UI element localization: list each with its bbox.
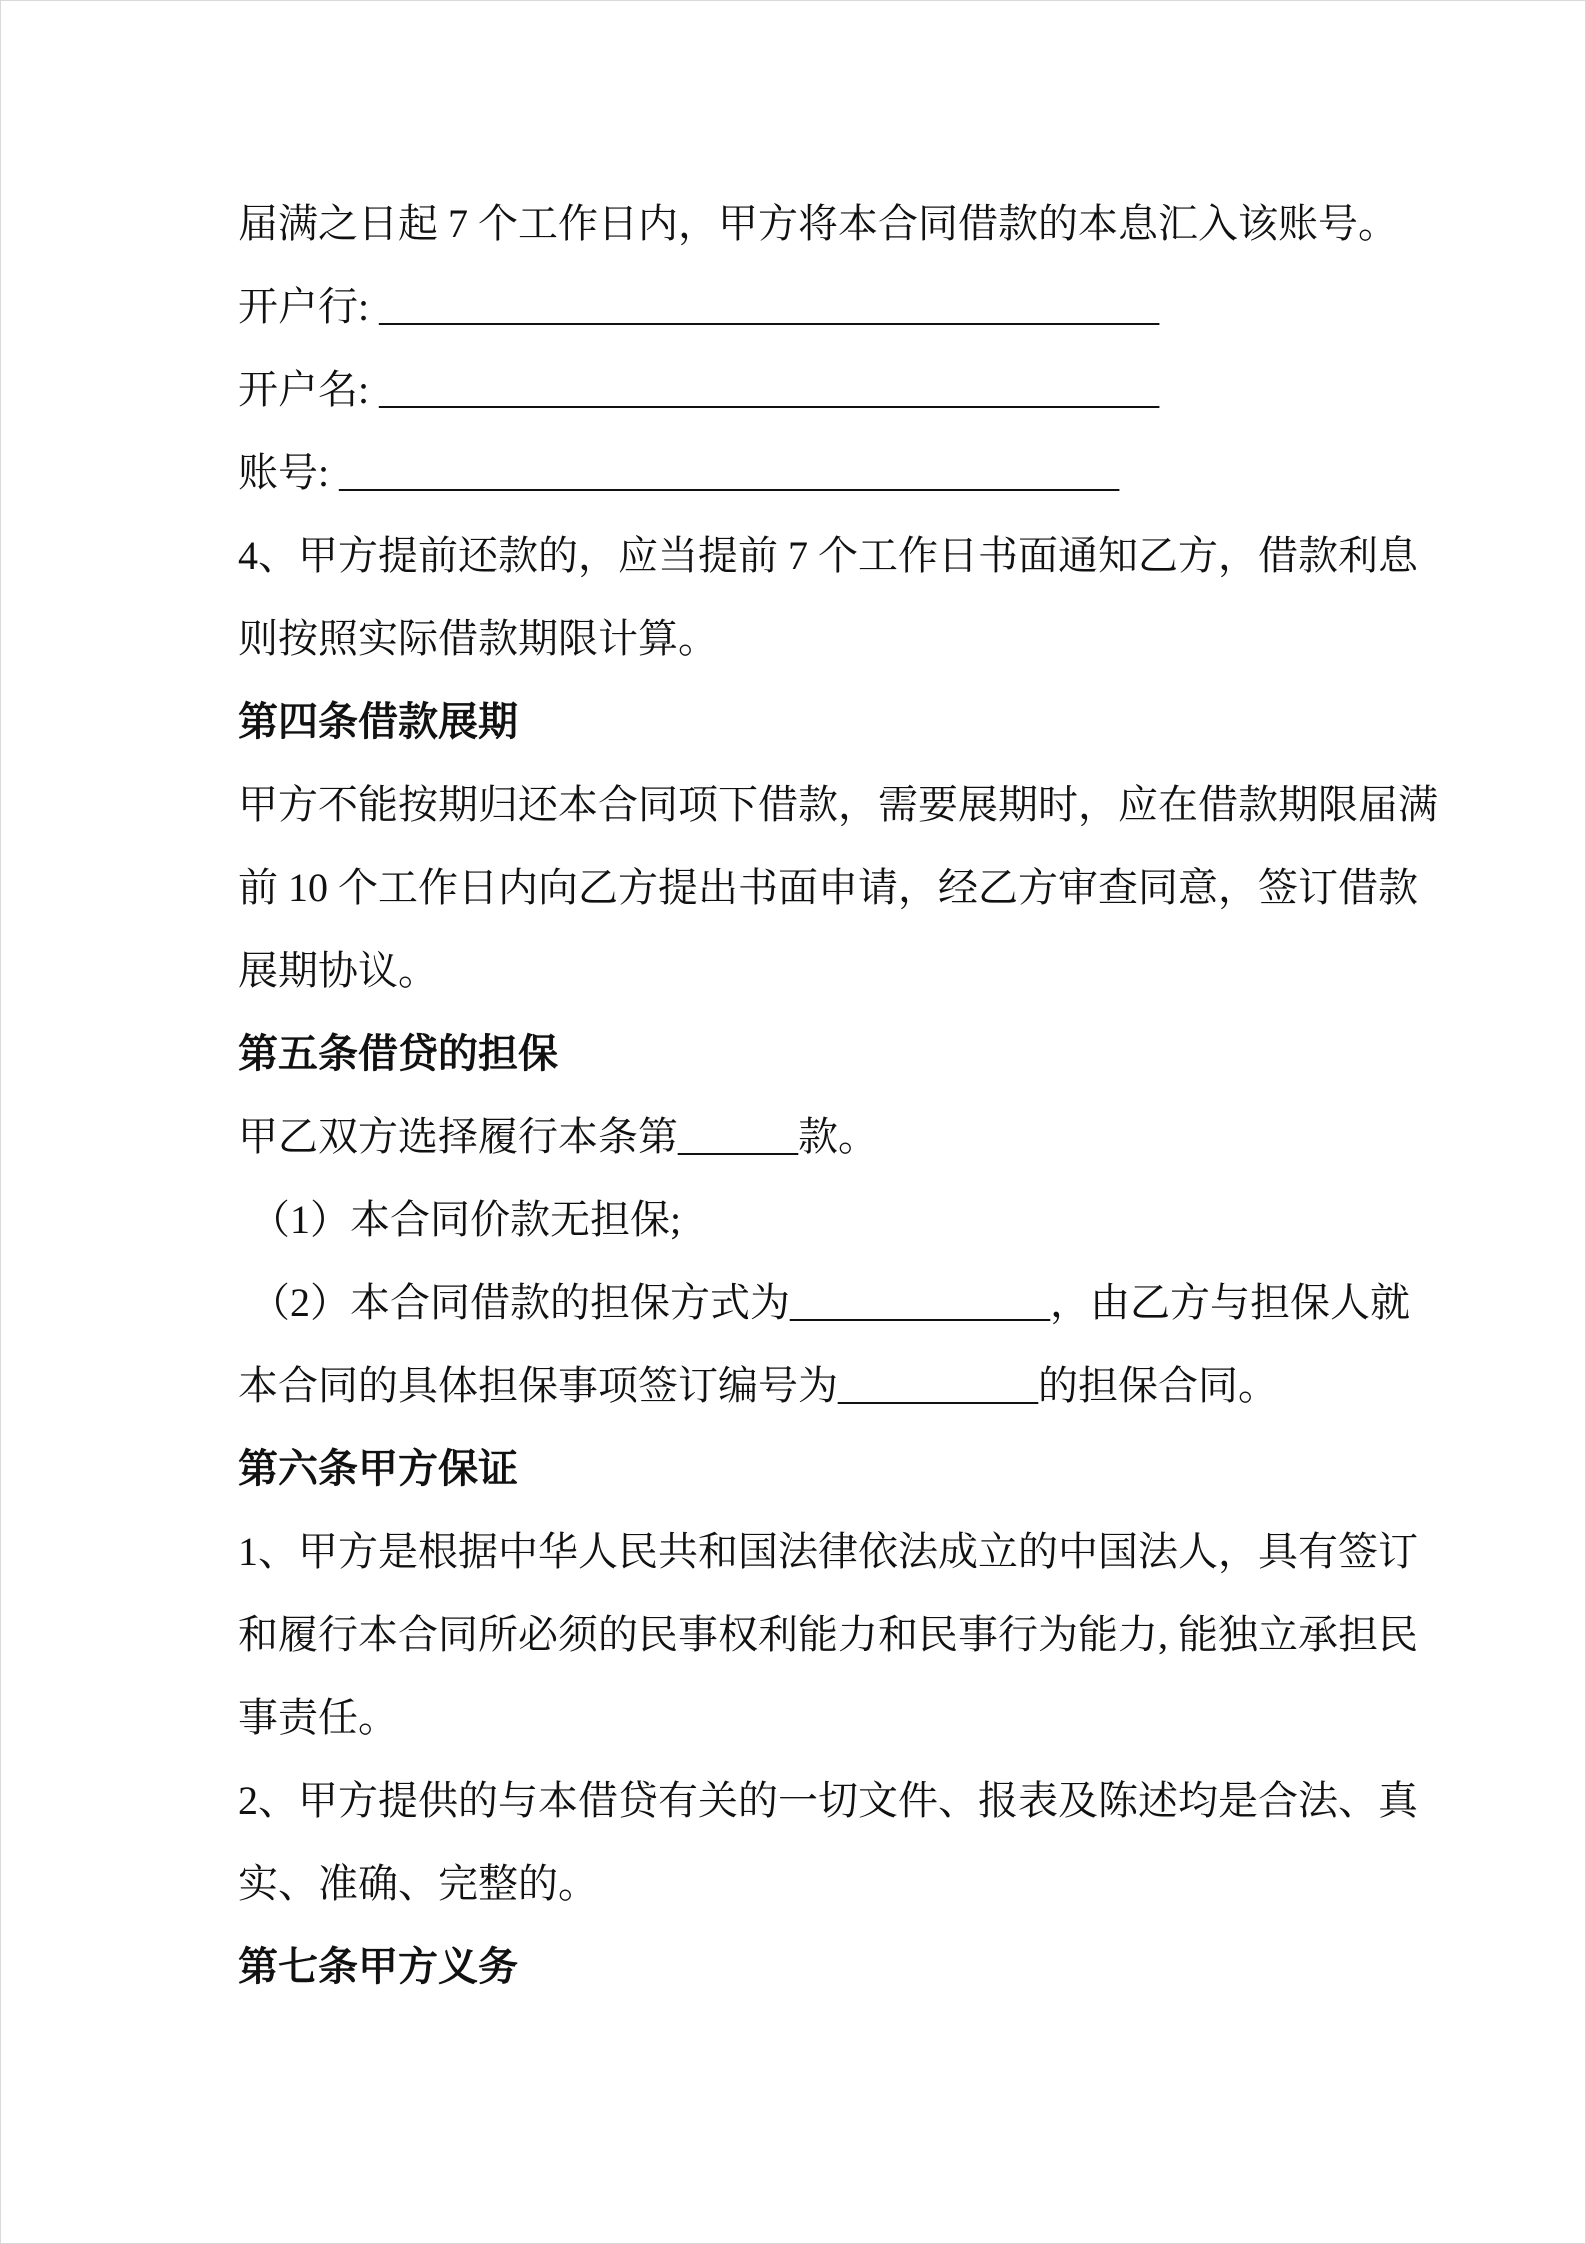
document-line-21: 实、准确、完整的。 bbox=[238, 1861, 598, 1906]
document-line-5: 4、甲方提前还款的，应当提前 7 个工作日书面通知乙方，借款利息 bbox=[238, 533, 1418, 578]
document-line-20: 2、甲方提供的与本借贷有关的一切文件、报表及陈述均是合法、真 bbox=[238, 1778, 1418, 1823]
document-line-3: 开户名: _______________________________________ bbox=[238, 367, 1160, 412]
document-line-11: 第五条借贷的担保 bbox=[238, 1031, 558, 1076]
document-line-13: （1）本合同价款无担保; bbox=[250, 1197, 682, 1242]
document-line-12: 甲乙双方选择履行本条第______款。 bbox=[238, 1114, 878, 1159]
document-line-15: 本合同的具体担保事项签订编号为__________的担保合同。 bbox=[238, 1363, 1278, 1408]
document-line-18: 和履行本合同所必须的民事权利能力和民事行为能力, 能独立承担民 bbox=[238, 1612, 1418, 1657]
document-line-2: 开户行: _______________________________________ bbox=[238, 284, 1160, 329]
document-line-4: 账号: _______________________________________ bbox=[238, 450, 1120, 495]
document-line-9: 前 10 个工作日内向乙方提出书面申请，经乙方审查同意，签订借款 bbox=[238, 865, 1418, 910]
document-line-19: 事责任。 bbox=[238, 1695, 398, 1740]
document-line-6: 则按照实际借款期限计算。 bbox=[238, 616, 718, 661]
document-line-17: 1、甲方是根据中华人民共和国法律依法成立的中国法人，具有签订 bbox=[238, 1529, 1418, 1574]
document-line-14: （2）本合同借款的担保方式为_____________，由乙方与担保人就 bbox=[250, 1280, 1410, 1325]
document-line-1: 届满之日起 7 个工作日内，甲方将本合同借款的本息汇入该账号。 bbox=[238, 201, 1398, 246]
document-line-22: 第七条甲方义务 bbox=[238, 1944, 518, 1989]
document-text-block bbox=[238, 182, 1466, 2008]
document-line-8: 甲方不能按期归还本合同项下借款，需要展期时，应在借款期限届满 bbox=[238, 782, 1438, 827]
document-line-7: 第四条借款展期 bbox=[238, 699, 518, 744]
document-line-16: 第六条甲方保证 bbox=[238, 1446, 518, 1491]
document-line-10: 展期协议。 bbox=[238, 948, 438, 993]
